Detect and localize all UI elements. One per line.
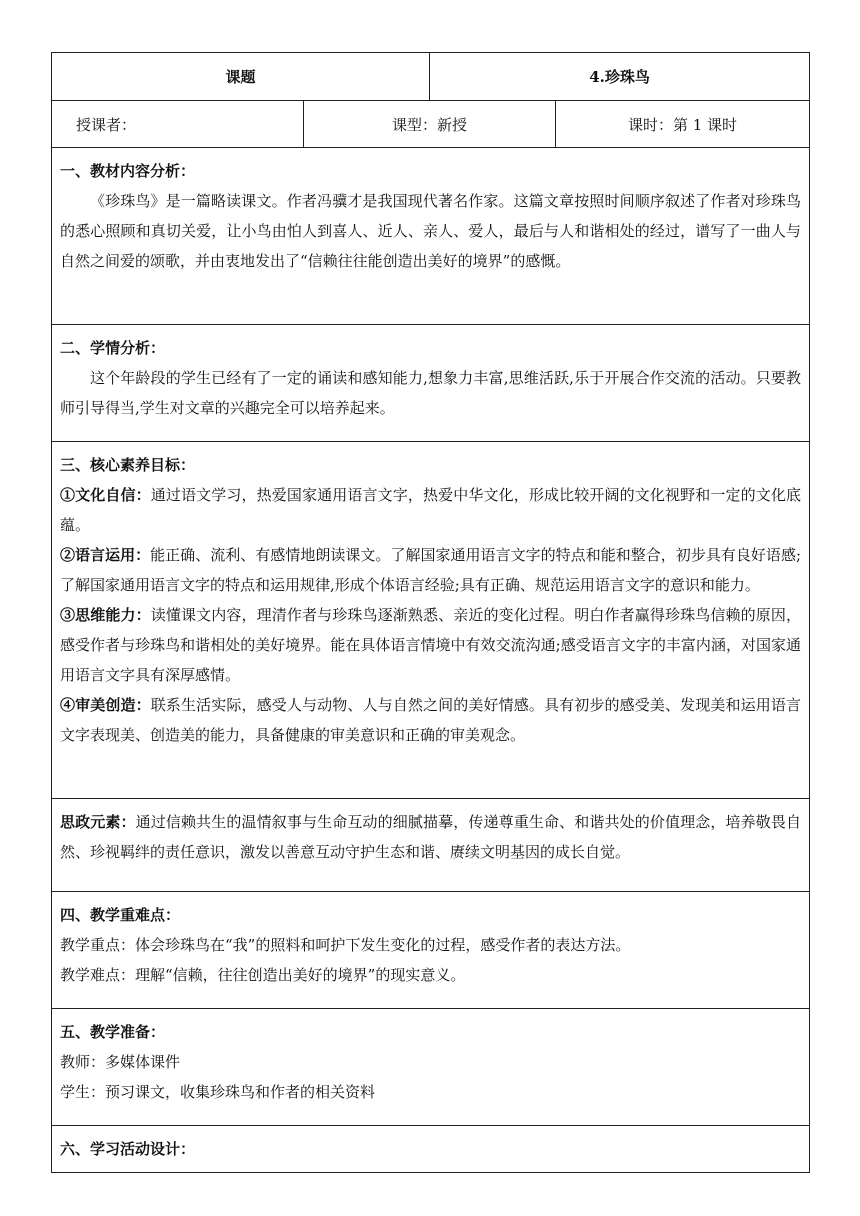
section-body: 这个年龄段的学生已经有了一定的诵读和感知能力,想象力丰富,思维活跃,乐于开展合作交流的活动。只要教师引导得当,学生对文章的兴趣完全可以培养起来。 xyxy=(60,369,802,417)
teacher-label: 授课者： xyxy=(52,101,304,148)
section-keypoints xyxy=(52,892,810,1009)
section-title: 二、学情分析： xyxy=(60,339,166,357)
goal-item xyxy=(60,600,801,690)
goal-text: 能正确、流利、有感情地朗读课文。了解国家通用语言文字的特点和能和整合，初步具有良好语感;了解国家通用语言文字的特点和运用规律,形成个体语言经验;具有正确、规范运用语言文字的意识和能力。 xyxy=(60,546,802,594)
goal-text: 联系生活实际，感受人与动物、人与自然之间的美好情感。具有初步的感受美、发现美和运用语言文字表现美、创造美的能力，具备健康的审美意识和正确的审美观念。 xyxy=(60,696,802,744)
section-title: 六、学习活动设计： xyxy=(60,1140,196,1158)
topic-label: 课题 xyxy=(52,53,430,101)
section-students xyxy=(52,325,810,442)
goal-label: ②语言运用： xyxy=(60,546,151,564)
ideology-paragraph xyxy=(60,807,801,867)
ideology-label: 思政元素： xyxy=(60,813,136,831)
section-activities xyxy=(52,1126,810,1173)
ideology-text: 通过信赖共生的温情叙事与生命互动的细腻描摹，传递尊重生命、和谐共处的价值理念，培养敬畏自然、珍视羁绊的责任意识，激发以善意互动守护生态和谐、赓续文明基因的成长自觉。 xyxy=(60,813,802,861)
section-title: 一、教材内容分析： xyxy=(60,162,196,180)
topic-value: 4.珍珠鸟 xyxy=(430,53,810,101)
lesson-plan-sheet xyxy=(51,52,809,1173)
topic-row xyxy=(52,53,810,101)
goal-item xyxy=(60,690,801,750)
section-body: 《珍珠鸟》是一篇略读课文。作者冯骥才是我国现代著名作家。这篇文章按照时间顺序叙述了作者对珍珠鸟的悉心照顾和真切关爱，让小鸟由怕人到喜人、近人、亲人、爱人，最后与人和谐相处的经过，谱写了一曲人与自然之间爱的颂歌，并由衷地发出了“信赖往往能创造出美好的境界”的感慨。 xyxy=(60,192,802,270)
goal-item xyxy=(60,480,801,540)
preparation-line: 学生：预习课文，收集珍珠鸟和作者的相关资料 xyxy=(60,1083,376,1101)
section-preparation xyxy=(52,1009,810,1126)
lesson-type: 课型：新授 xyxy=(304,101,556,148)
section-title: 五、教学准备： xyxy=(60,1023,166,1041)
goal-label: ①文化自信： xyxy=(60,486,151,504)
info-row xyxy=(52,101,810,148)
lesson-plan-table xyxy=(51,52,810,1173)
section-goals xyxy=(52,442,810,799)
section-title: 三、核心素养目标： xyxy=(60,456,196,474)
goal-text: 读懂课文内容，理清作者与珍珠鸟逐渐熟悉、亲近的变化过程。明白作者赢得珍珠鸟信赖的原因，感受作者与珍珠鸟和谐相处的美好境界。能在具体语言情境中有效交流沟通;感受语言文字的丰富内涵，对国家通用语言文字具有深厚感情。 xyxy=(60,606,802,684)
keypoint-line: 教学重点：体会珍珠鸟在“我”的照料和呵护下发生变化的过程，感受作者的表达方法。 xyxy=(60,936,631,954)
goal-text: 通过语文学习，热爱国家通用语言文字，热爱中华文化，形成比较开阔的文化视野和一定的文化底蕴。 xyxy=(60,486,802,534)
goal-label: ④审美创造： xyxy=(60,696,151,714)
section-material xyxy=(52,148,810,325)
keypoint-line: 教学难点：理解“信赖，往往创造出美好的境界”的现实意义。 xyxy=(60,966,466,984)
section-ideology xyxy=(52,799,810,892)
goal-label: ③思维能力： xyxy=(60,606,151,624)
goal-item xyxy=(60,540,801,600)
lesson-period: 课时：第 1 课时 xyxy=(556,101,810,148)
section-title: 四、教学重难点： xyxy=(60,906,181,924)
preparation-line: 教师：多媒体课件 xyxy=(60,1053,181,1071)
